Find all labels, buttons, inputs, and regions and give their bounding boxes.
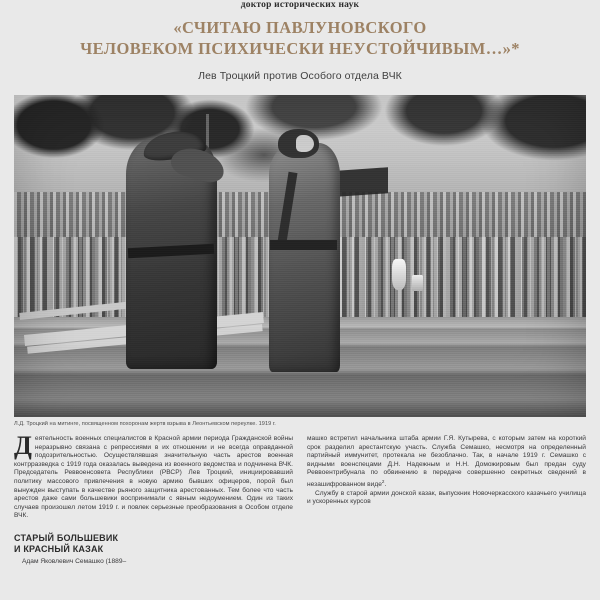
right-column-paragraph-1: машко встретил начальника штаба армии Г.Я. Кутырева, с которым затем на короткий срок разделил арестантскую участь. Служба Семашко, несмотря на определенный партийный иммунитет, протекала не безоблачно. Так, в начале 1919 г. Семашко с видными военспецами Д.Н. Надежным и Н.Н. Доможировым был предан суду Реввоентрибунала по обвинению в передаче совершенно секретных сведений в незашифрованном виде$^2$. (307, 435, 586, 489)
author-degree: доктор исторических наук (240, 0, 360, 10)
section-subheading (14, 533, 293, 555)
page-title (14, 17, 586, 59)
photograph-image (14, 95, 586, 417)
drop-cap: Д (14, 431, 32, 460)
headline-line-1: «СЧИТАЮ ПАВЛУНОВСКОГО (173, 18, 427, 37)
article-body (14, 431, 586, 567)
headline-line-2: ЧЕЛОВЕКОМ ПСИХИЧЕСКИ НЕУСТОЙЧИВЫМ…»* (80, 39, 520, 58)
section-subheading-line-1: СТАРЫЙ БОЛЬШЕВИК (14, 532, 119, 543)
photo-caption: Л.Д. Троцкий на митинге, посвященном похоронам жертв взрыва в Леонтьевском переулке. 1919 г. (14, 421, 276, 427)
left-column-paragraph-1 (14, 431, 293, 521)
page-subtitle: Лев Троцкий против Особого отдела ВЧК (198, 70, 402, 82)
photo-vignette (14, 95, 586, 417)
photograph (14, 95, 586, 417)
section-subheading-line-2: И КРАСНЫЙ КАЗАК (14, 543, 104, 554)
left-column (14, 431, 293, 567)
right-column-paragraph-2: Службу в старой армии донской казак, выпускник Новочеркасского казачьего училища и ускоренных курсов (307, 489, 586, 506)
footnote-marker: 2 (381, 478, 385, 484)
article-figure (14, 95, 586, 428)
left-column-paragraph-1-text: еятельность военных специалистов в Красной армии периода Гражданской войны неразрывно связана с репрессиями в их отношении и не всегда оправданной подозрительностью. Осуществлявшая значительную часть арестов военная контрразведка с 1919 года оказалась выведена из военного ведомства и подчинена ВЧК. Председатель Реввоенсовета Республики (РВСР) Лев Троцкий, инициировавший политику массового привлечения в новую армию бывших офицеров, порой был вынужден выступать в качестве рьяного защитника арестованных. Тем более что часть арестов даже сами большевики воспринимали с явным недоумением. Один из таких случаев произошел летом 1919 г. и повлек серьезные преобразования в Особом отделе ВЧК. (14, 435, 293, 520)
right-column (307, 435, 586, 567)
left-column-paragraph-2: Адам Яковлевич Семашко (1889– (22, 557, 127, 565)
right-column-paragraph-1-text: машко встретил начальника штаба армии Г.Я. Кутырева, с которым затем на короткий срок разделил арестантскую участь. Служба Семашко, несмотря на определенный партийный иммунитет, протекала не безоблачно. Так, в начале 1919 г. Семашко с видными военспецами Д.Н. Надежным и Н.Н. Доможировым был предан суду Реввоентрибунала по обвинению в передаче совершенно секретных сведений в незашифрованном виде (307, 435, 586, 489)
